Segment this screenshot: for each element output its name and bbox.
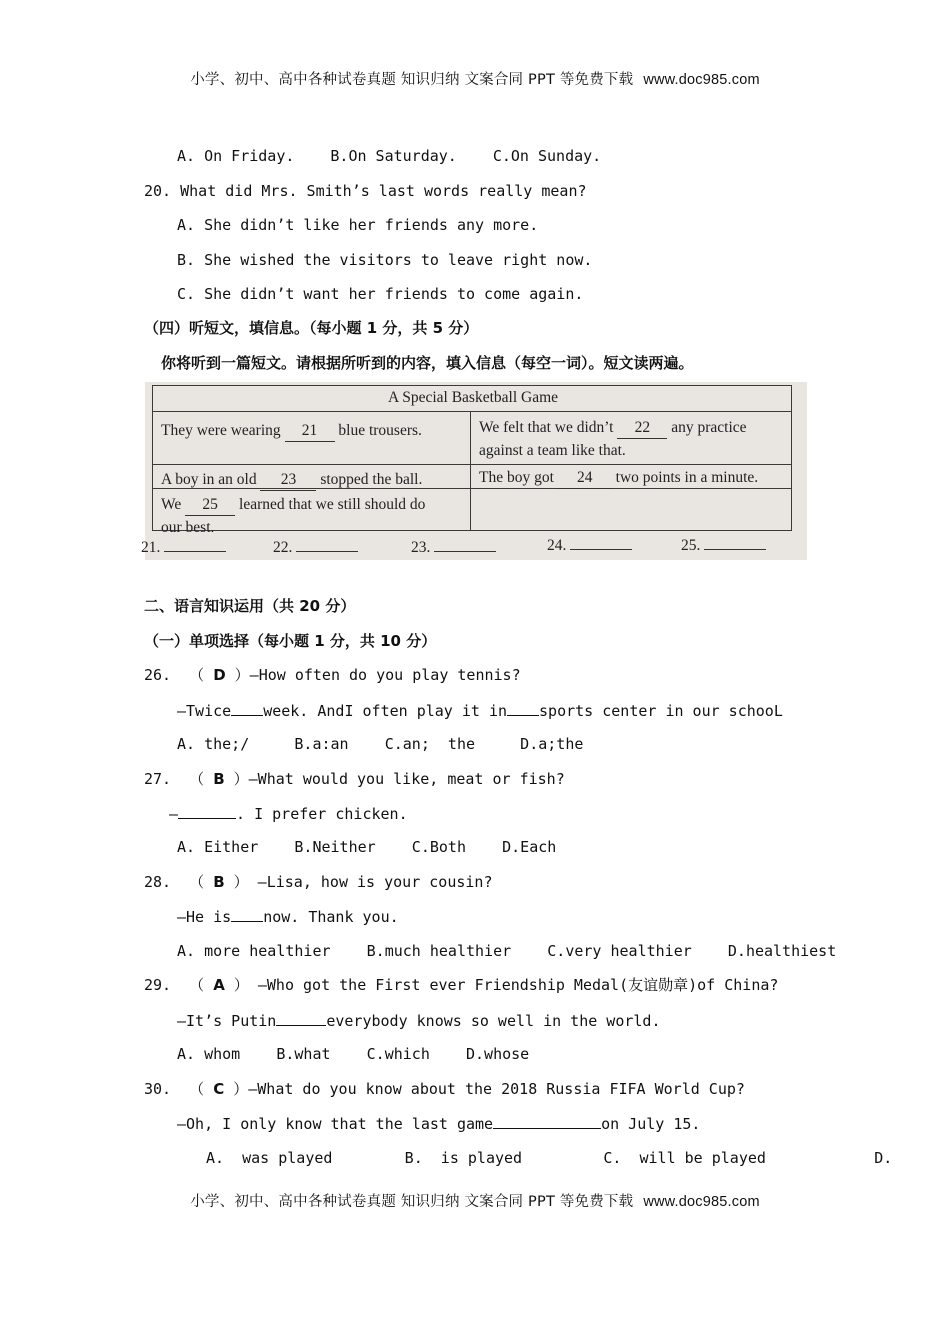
blank-line — [276, 1010, 326, 1026]
q20-option-b: B. She wished the visitors to leave right now. — [177, 251, 593, 269]
cell-25 — [161, 494, 425, 516]
q19-options — [177, 146, 601, 166]
cell-21-text-b: blue trousers. — [334, 422, 422, 439]
answer-blank-23 — [411, 537, 496, 557]
cell-23 — [161, 469, 422, 491]
q20-stem: 20. What did Mrs. Smith’s last words really mean? — [144, 182, 587, 200]
cell-23-text-a: A boy in an old — [161, 471, 261, 488]
cell-22-text-b: any practice — [667, 419, 747, 436]
cell-25-text-b: learned that we still should do — [235, 496, 426, 513]
q28-paren: （ — [189, 873, 214, 891]
q30-stem — [144, 1079, 745, 1099]
cell-25-text-a: We — [161, 496, 186, 513]
q27-text-a: — — [169, 805, 179, 823]
part2-title: 二、语言知识运用（共 20 分） — [144, 597, 356, 615]
q19-option-a: A. On Friday. — [177, 147, 295, 165]
cell-25-line2: our best. — [161, 519, 215, 536]
q26-paren: ） — [225, 666, 250, 684]
blank-24: 24 — [558, 467, 612, 489]
blank-21: 21 — [285, 420, 335, 442]
answer-label-24: 24. — [547, 537, 567, 554]
q26-text-a: —Twice — [177, 702, 232, 720]
cell-22 — [479, 417, 747, 439]
answer-label-25: 25. — [681, 537, 701, 554]
q26-number: 26. — [144, 666, 172, 684]
footer-site: www.doc985.com — [643, 1194, 760, 1210]
q30-text-b: on July 15. — [601, 1115, 701, 1133]
answer-blank-24 — [547, 535, 632, 555]
q30-text-a: —Oh, I only know that the last game — [177, 1115, 494, 1133]
q29-line2 — [177, 1010, 660, 1031]
answer-blank-22 — [273, 537, 358, 557]
blank-line — [493, 1113, 601, 1129]
answer-blank-25 — [681, 535, 766, 555]
q26-question: —How often do you play tennis? — [249, 666, 521, 684]
blank-line — [507, 700, 539, 716]
q27-paren: （ — [189, 770, 214, 788]
answer-blank-21 — [141, 537, 226, 557]
q26-stem — [144, 665, 521, 685]
basketball-table — [152, 385, 792, 536]
q30-options: A. was played B. is played C. will be played D. — [206, 1149, 893, 1167]
q29-stem — [144, 975, 778, 995]
section4-title: （四）听短文，填信息。（每小题 1 分，共 5 分） — [144, 319, 479, 337]
q27-options: A. Either B.Neither C.Both D.Each — [177, 838, 557, 856]
q29-text-b: everybody knows so well in the world. — [326, 1012, 661, 1030]
q28-paren: ） — [224, 873, 249, 891]
q30-answer: C — [213, 1080, 225, 1098]
q30-paren: ） — [224, 1080, 249, 1098]
answer-label-23: 23. — [411, 539, 431, 556]
cell-22-text-a: We felt that we didn’t — [479, 419, 618, 436]
q26-text-b: week. AndI often play it in — [263, 702, 508, 720]
blank-line — [178, 803, 236, 819]
cell-24-text-a: The boy got — [479, 469, 558, 486]
q26-options: A. the;/ B.a:an C.an; the D.a;the — [177, 735, 584, 753]
table-rule — [153, 411, 791, 412]
q26-text-c: sports center in our schooL — [539, 702, 783, 720]
cell-21-text-a: They were wearing — [161, 422, 285, 439]
q28-text-b: now. Thank you. — [263, 908, 399, 926]
q27-text-b: . I prefer chicken. — [236, 805, 408, 823]
q29-answer: A — [213, 976, 225, 994]
q28-question: —Lisa, how is your cousin? — [248, 873, 493, 891]
answer-line — [434, 537, 496, 552]
footer-text: 小学、初中、高中各种试卷真题 知识归纳 文案合同 PPT 等免费下载 — [190, 1194, 634, 1210]
blank-22: 22 — [617, 417, 667, 439]
q30-number: 30. — [144, 1080, 172, 1098]
table-rule — [153, 464, 791, 465]
q29-options: A. whom B.what C.which D.whose — [177, 1045, 530, 1063]
section4-instruction: 你将听到一篇短文。请根据所听到的内容，填入信息（每空一词）。短文读两遍。 — [161, 354, 694, 372]
q26-paren: （ — [189, 666, 214, 684]
header-site: www.doc985.com — [643, 72, 760, 88]
q29-paren: （ — [189, 976, 214, 994]
blank-25: 25 — [185, 494, 235, 516]
q28-text-a: —He is — [177, 908, 232, 926]
answer-line — [570, 535, 632, 550]
q28-stem — [144, 872, 493, 892]
q27-stem — [144, 769, 565, 789]
page-footer — [0, 1190, 950, 1211]
q27-number: 27. — [144, 770, 172, 788]
header-text: 小学、初中、高中各种试卷真题 知识归纳 文案合同 PPT 等免费下载 — [190, 72, 634, 88]
q26-line2 — [177, 700, 783, 721]
q29-text-a: —It’s Putin — [177, 1012, 277, 1030]
q20-option-c: C. She didn’t want her friends to come again. — [177, 285, 584, 303]
table-title: A Special Basketball Game — [387, 389, 559, 406]
q30-question: —What do you know about the 2018 Russia FIFA World Cup? — [248, 1080, 745, 1098]
q28-options: A. more healthier B.much healthier C.very healthier D.healthiest — [177, 942, 837, 960]
blank-line — [231, 906, 263, 922]
q27-question: —What would you like, meat or fish? — [248, 770, 565, 788]
q29-number: 29. — [144, 976, 172, 994]
cell-24 — [479, 467, 758, 489]
answer-label-22: 22. — [273, 539, 293, 556]
table-divider — [470, 411, 471, 530]
q29-paren: ） — [224, 976, 249, 994]
q20-option-a: A. She didn’t like her friends any more. — [177, 216, 539, 234]
answer-line — [164, 537, 226, 552]
q28-number: 28. — [144, 873, 172, 891]
q30-paren: （ — [189, 1080, 214, 1098]
basketball-table-photo — [141, 382, 807, 560]
cell-24-text-b: two points in a minute. — [611, 469, 759, 486]
q19-option-c: C.On Sunday. — [492, 147, 602, 165]
answer-label-21: 21. — [141, 539, 161, 556]
page-header — [0, 68, 950, 89]
q19-option-b: B.On Saturday. — [330, 147, 457, 165]
q27-paren: ） — [224, 770, 249, 788]
answer-line — [296, 537, 358, 552]
blank-line — [231, 700, 263, 716]
blank-23: 23 — [260, 469, 316, 491]
cell-23-text-b: stopped the ball. — [316, 471, 423, 488]
part2-subtitle: （一）单项选择（每小题 1 分，共 10 分） — [144, 632, 437, 650]
q26-answer: D — [213, 666, 226, 684]
q28-line2 — [177, 906, 399, 927]
q27-line2 — [169, 803, 408, 824]
answer-line — [704, 535, 766, 550]
cell-21 — [161, 420, 422, 442]
q28-answer: B — [213, 873, 225, 891]
q27-answer: B — [213, 770, 225, 788]
q30-line2 — [177, 1113, 700, 1134]
q29-question: —Who got the First ever Friendship Medal(友谊勋章)of China? — [248, 976, 779, 994]
cell-22-line2: against a team like that. — [479, 442, 626, 459]
